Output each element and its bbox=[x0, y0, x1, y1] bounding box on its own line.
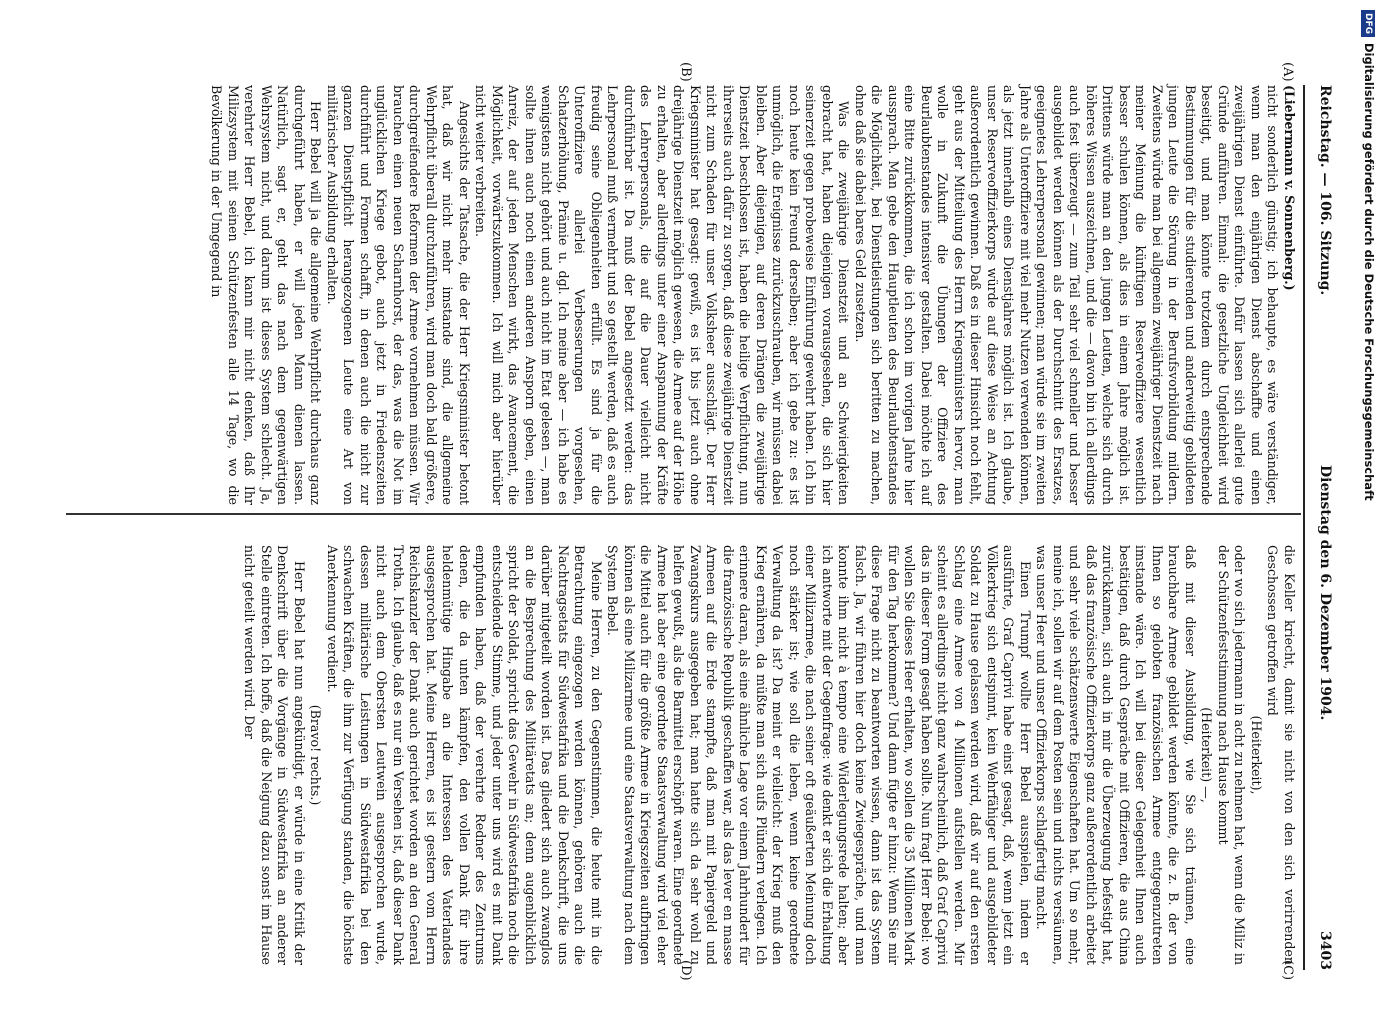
column-right bbox=[241, 545, 1297, 965]
margin-marker-d: (D) bbox=[678, 960, 693, 981]
paragraph: Angesichts der Tatsache, die der Herr Kriegsminister betont hat, daß wir nicht mehr imstande sind, die allgemeine Wehrpflicht überall durchzuführen, wird man doch bald größere, durchgreifendere Reformen der Armee vornehmen müssen. Wir brauchen einen neuen Scharnhorst, der das, was die Not im unglücklichen Kriege gebot, auch jetzt in Friedenszeiten durchführt und Formen schafft, in denen auch die nicht zur ganzen Dienstpflicht herangezogenen Leute eine Art von militärischer Ausbildung erhalten. bbox=[325, 85, 472, 505]
paragraph: Meine Herren, zu den Gegenstimmen, die heute mit in die Betrachtung eingezogen werden können, gehören auch die Nachtragsetats für Südwestafrika und die Denkschrift, die uns darüber mitgeteilt worden ist. Das gliedert sich auch zwanglos an die Besprechung des Militäretats an; denn augenblicklich spricht der Soldat, spricht das Gewehr in Südwestafrika noch die entscheidende Stimme, und jeder unter uns wird es mit Dank empfunden haben, daß der verehrte Redner des Zentrums denen, die da unten kämpfen, den vollen Dank für ihre heldenmütige Hingabe an die Interessen des Vaterlandes ausgesprochen hat. Meine Herren, es ist gestern vom Herrn Reichskanzler der Dank auch gerichtet worden an den General Trotha. Ich glaube, daß es nur ein Versehen ist, daß dieser Dank nicht auch dem Obersten Leutwein ausgesprochen wurde, dessen militärische Leistungen in Südwestafrika bei den schwachen Kräften, die ihm zur Verfügung standen, die höchste Anerkennung verdient. bbox=[325, 545, 604, 965]
page-number: 3403 bbox=[1317, 931, 1333, 970]
column-divider bbox=[66, 513, 1301, 515]
paragraph: Einen Trumpf wollte Herr Bebel ausspielen, indem er ausführte, Graf Caprivi habe einst gesagt, daß, wenn jetzt ein Völkerkrieg sich entspinnt, kein Wehrfähiger und ausgebildeter Soldat zu Hause gelassen werden wird, daß wir auf den ersten Schlag eine Armee von 4 Millionen aufstellen werden. Mir scheint es allerdings nicht ganz wahrscheinlich, daß Graf Caprivi das in dieser Form gesagt haben sollte. Nun fragt Herr Bebel: wo wollen Sie dieses Heer erhalten, wo sollen die 35 Millionen Mark für den Tag herkommen? Und dann fügte er hinzu: Wenn Sie mir diese Frage nicht zu beantworten wissen, dann ist das System falsch. Ja, wir führen hier doch keine Zwiegespräche, und man konnte ihm nicht à tempo eine Widerlegungsrede halten; aber ich antworte mit der Gegenfrage: wie denkt er sich die Erhaltung einer Milizarmee, die nach seiner oft geäußerten Meinung doch noch stärker ist; wie soll die leben, wenn keine geordnete Verwaltung da ist? Da meint er vielleicht: der Krieg muß den Krieg ernähren, da müßte man sich aufs Plündern verlegen. Ich erinnere daran, als eine ähnliche Lage vor einem Jahrhundert für die französische Republik geschaffen war, als das lever en masse Armeen auf die Erde stampfte, daß man mit Papiergeld und Zwangskurs ausgegeben hat; man hatte sich da sehr wohl zu helfen gewußt, als die Barmittel erschöpft waren. Eine geordnete Armee hat aber eine geordnete Staatsverwaltung wird viel eher die Mittel auch für die größte Armee in Kriegszeiten aufbringen können als eine Milizarmee und eine Staatsverwaltung nach dem System Bebel. bbox=[605, 545, 1033, 966]
dfg-logo: DFG bbox=[1362, 10, 1376, 37]
paragraph: die Keller kriecht, damit sie nicht von den sich verirrenden Geschossen getroffen wird bbox=[1265, 545, 1297, 965]
header-rule bbox=[1303, 85, 1305, 970]
header-date: Dienstag den 6. Dezember 1904. bbox=[1317, 465, 1333, 721]
margin-marker-c: (C) bbox=[1280, 960, 1295, 981]
margin-marker-b: (B) bbox=[678, 62, 693, 82]
paragraph: Herr Bebel will ja die allgemeine Wehrpflicht durchaus ganz durchgeführt haben, er will jeden Mann dienen lassen. Natürlich, sagt er, geht das nach dem gegenwärtigen Wehrsystem nicht, und darum ist dieses System schlecht. Ja, verehrter Herr Bebel, ich kann mir nicht denken, daß Ihr Milizsystem mit seinen Schützenfesten alle 14 Tage, wo die Bevölkerung in der Umgegend in bbox=[209, 85, 324, 505]
interjection: (Heiterkeit) —, bbox=[1199, 707, 1215, 803]
funding-note bbox=[1355, 0, 1383, 1010]
interjection: (Bravo! rechts.) bbox=[308, 704, 324, 806]
interjection: (Heiterkeit), bbox=[1249, 715, 1264, 795]
paragraph: nicht sonderlich günstig; ich behaupte, es wäre verständiger, wenn man den einjährigen Dienst abschaffte und einen zweijährigen Dienst einführte. Dafür lassen sich allerlei gute Gründe anführen. Einmal: die gesetzliche Ungleichheit wird beseitigt, und man könnte trotzdem durch entsprechende Bestimmungen für die studierenden und anderweitig gebildeten jungen Leute die Störung in der Berufsvorbildung mildern. Zweitens würde man bei allgemein zweijähriger Dienstzeit nach meiner Meinung die künftigen Reserveoffiziere wesentlich besser schulen können, als dies in einem Jahre möglich ist. Drittens würde man an den jungen Leuten, welche sich durch höheres Wissen auszeichnen, und die — davon bin ich allerdings auch fest überzeugt — zum Teil sehr viel schneller und besser ausgebildet werden können als der Durchschnitt des Ersatzes, geeignetes Lehrerpersonal gewinnen; man würde sie im zweiten Jahre als Unteroffiziere mit viel mehr Nutzen verwenden können, als jetzt innerhalb eines Dienstjahres möglich ist. Ich glaube, unser Reserveoffizierkorps würde auf diese Weise an Achtung außerordentlich gewinnen. Daß es in dieser Hinsicht noch fehlt, geht aus der Mitteilung des Herrn Kriegsministers hervor, man wolle in Zukunft die Übungen der Offiziere des Beurlaubtenstandes intensiver gestalten. Dabei möchte ich auf eine Bitte zurückkommen, die ich schon im vorigen Jahre hier aussprach. Man gebe den Hauptleuten des Beurlaubtenstandes die Möglichkeit, bei Dienstleistungen sich beritten zu machen, ohne daß sie dabei bares Geld zusetzen. bbox=[853, 85, 1281, 505]
page-header bbox=[1313, 85, 1333, 970]
header-session: Reichstag. — 106. Sitzung. bbox=[1317, 85, 1333, 296]
paragraph: Herr Bebel hat nun angekündigt, er würde in eine Kritik der Denkschrift über die Vorgänge in Südwestafrika an anderer Stelle eintreten. Ich hoffe, daß die Neigung dazu sonst im Hause nicht geteilt werden wird. Der bbox=[242, 545, 307, 965]
funding-sidebar bbox=[1355, 0, 1383, 1000]
paragraph: Was die zweijährige Dienstzeit und an Schwierigkeiten gebracht hat, haben diejenigen vorausgesehen, die sich hier seinerzeit gegen probeweise Einführung gewehrt haben. Ich bin noch heute kein Freund derselben; aber ich gebe zu: es ist unmöglich, die Ereignisse zurückzuschrauben, wir müssen dabei bleiben. Aber diejenigen, auf deren Drängen die zweijährige Dienstzeit beschlossen ist, haben die heilige Verpflichtung, nun ihrerseits auch dafür zu sorgen, daß diese zweijährige Dienstzeit nicht zum Schaden für unser Volksheer ausschlägt. Der Herr Kriegsminister hat gesagt: gewiß, es ist bis jetzt auch ohne dreijährige Dienstzeit möglich gewesen, die Armee auf der Höhe zu erhalten, aber allerdings unter einer Anspannung der Kräfte des Lehrerpersonals, die auf die Dauer vielleicht nicht durchführbar ist. Da muß der Bebel angesetzt werden: das Lehrpersonal muß vermehrt und so gestellt werden, daß es auch freudig seine Obliegenheiten erfüllt. Es sind ja für die Unteroffiziere allerlei Verbesserungen vorgesehen, Schatzerhöhung, Prämie u. dgl. Ich meine aber — ich habe es wenigstens nicht gehört und auch nicht im Etat gelesen —, man sollte ihnen auch noch einen anderen Ansporn geben, einen Anreiz, der auf jeden Menschen wirkt, das Avancement, die Möglichkeit, vorwärtszukommen. Ich will mich aber hierüber nicht weiter verbreiten. bbox=[473, 85, 852, 505]
column-left bbox=[208, 85, 1297, 505]
paragraph: oder wo sich jedermann in acht zu nehmen hat, wenn die Miliz in der Schützenfeststimmung nach Hause kommt bbox=[1216, 545, 1248, 965]
margin-marker-a: (A) bbox=[1280, 62, 1295, 82]
funding-text: Digitalisierung gefördert durch die Deutsche Forschungsgemeinschaft bbox=[1362, 43, 1376, 501]
speaker-label: (Liebermann v. Sonnenberg.) bbox=[1282, 85, 1297, 291]
paragraph: daß mit dieser Ausbildung, wie Sie sich träumen, eine brauchbare Armee gebildet werden könnte, die z. B. der von Ihnen so gelobten französischen Armee entgegenzutreten imstande wäre. Ich will bei dieser Gelegenheit Ihnen auch bestätigen, daß durch Gespräche mit Offizieren, die aus China zurückkamen, sich auch in mir die Überzeugung befestigt hat, daß das französische Offizierkorps ganz außerordentlich arbeitet und sehr viele schätzenswerte Eigenschaften hat. Um so mehr, meine ich, sollen wir auf dem Posten sein und nichts versäumen, was unser Heer und unser Offizierkorps schlagfertig macht. bbox=[1034, 545, 1198, 965]
